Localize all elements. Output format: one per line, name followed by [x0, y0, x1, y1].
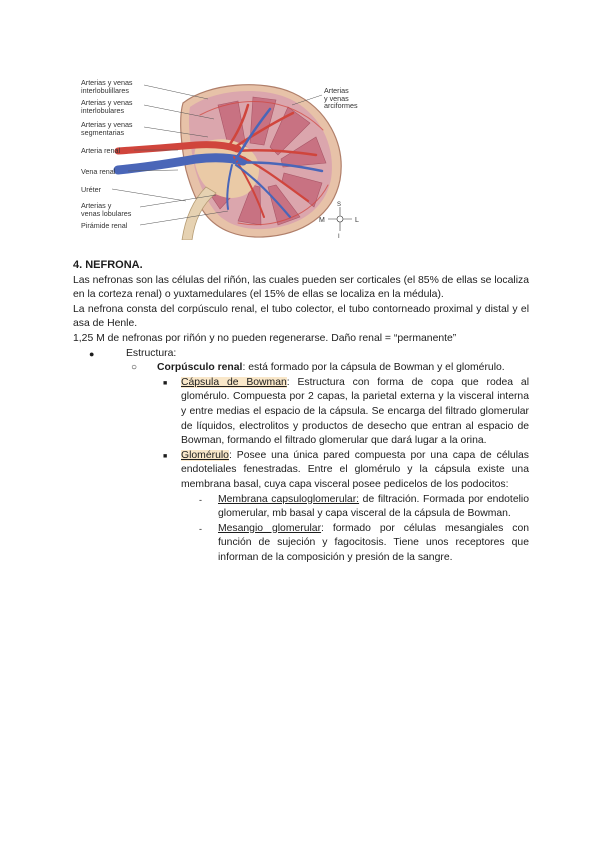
estructura-label: Estructura:	[126, 347, 177, 359]
membrana-term: Membrana capsuloglomerular:	[218, 493, 360, 505]
label-piramide: Pirámide renal	[81, 221, 128, 230]
nefrona-section	[73, 258, 529, 565]
compass-l: L	[355, 217, 359, 224]
capsula-term: Cápsula de Bowman	[181, 376, 287, 388]
bullet-square: ■	[163, 452, 168, 460]
list-item-membrana	[73, 493, 529, 522]
list-item-mesangio	[73, 522, 529, 566]
list-item-corpusculo	[73, 361, 529, 376]
glomerulo-term: Glomérulo	[181, 449, 229, 461]
label-segmentarias: Arterias y venas segmentarias	[81, 120, 133, 137]
list-item-glomerulo	[73, 449, 529, 493]
paragraph-nefronas: Las nefronas son las células del riñón, las cuales pueden ser corticales (el 85% de ellas se localiza en la corteza renal) o yuxtamedulares (el 15% de ellas se localiza en la médula).	[73, 274, 529, 301]
paragraph-composicion: La nefrona consta del corpúsculo renal, el tubo colector, el tubo contorneado proximal y distal y el asa de Henle.	[73, 303, 529, 330]
bullet-disc: ●	[89, 348, 95, 359]
label-arciformes: Arterias y venas arciformes	[324, 86, 358, 111]
glomerulo-text: : Posee una única pared compuesta por una capa de células endoteliales fenestradas. Entre el glomérulo y la cápsula existe una membrana basal, cuya capa visceral posee pedicelos de los podocitos:	[181, 449, 529, 490]
label-ureter: Uréter	[81, 185, 101, 194]
compass-i: I	[338, 234, 340, 240]
label-vena-renal: Vena renal	[81, 167, 116, 176]
paragraph-cantidad: 1,25 M de nefronas por riñón y no pueden regenerarse. Daño renal = “permanente”	[73, 332, 457, 344]
bullet-square: ■	[163, 379, 168, 387]
kidney-anatomy-figure	[78, 75, 378, 240]
bullet-dash: -	[199, 494, 202, 505]
label-arteria-renal: Arteria renal	[81, 146, 121, 155]
capsula-text: : Estructura con forma de copa que rodea al glomérulo. Compuesta por 2 capas, la parietal externa y la visceral interna y entre medias el espacio de la cápsula. Se encarga del filtrado glomerular de líquidos, electrolitos y productos de desecho que entran al espacio de Bowman, formando el filtrado glomerular que dará lugar a la orina.	[181, 376, 529, 447]
mesangio-term: Mesangio glomerular	[218, 522, 322, 534]
corpusculo-term: Corpúsculo renal	[157, 362, 243, 374]
list-item-estructura	[73, 347, 529, 362]
corpusculo-text: : está formado por la cápsula de Bowman y el glomérulo.	[242, 362, 505, 374]
compass-m: M	[319, 217, 325, 224]
section-heading: 4. NEFRONA.	[73, 259, 143, 271]
bullet-circle: ○	[131, 362, 138, 374]
label-interlobulares: Arterias y venas interlobulares	[81, 98, 133, 115]
bullet-dash: -	[199, 523, 202, 534]
mesangio-text: : formado por células mesangiales con función de sujeción y fagocitosis. Tiene unos receptores que informan de la composición y presión de la sangre.	[218, 522, 530, 563]
membrana-text: de filtración. Formada por endotelio glomerular, mb basal y capa visceral de la cápsula de Bowman.	[218, 493, 529, 520]
label-interlobulillares: Arterias y venas interlobulillares	[81, 78, 133, 95]
compass-s: S	[337, 202, 342, 208]
label-lobulares: Arterias y venas lobulares	[81, 201, 132, 218]
list-item-capsula	[73, 376, 529, 449]
